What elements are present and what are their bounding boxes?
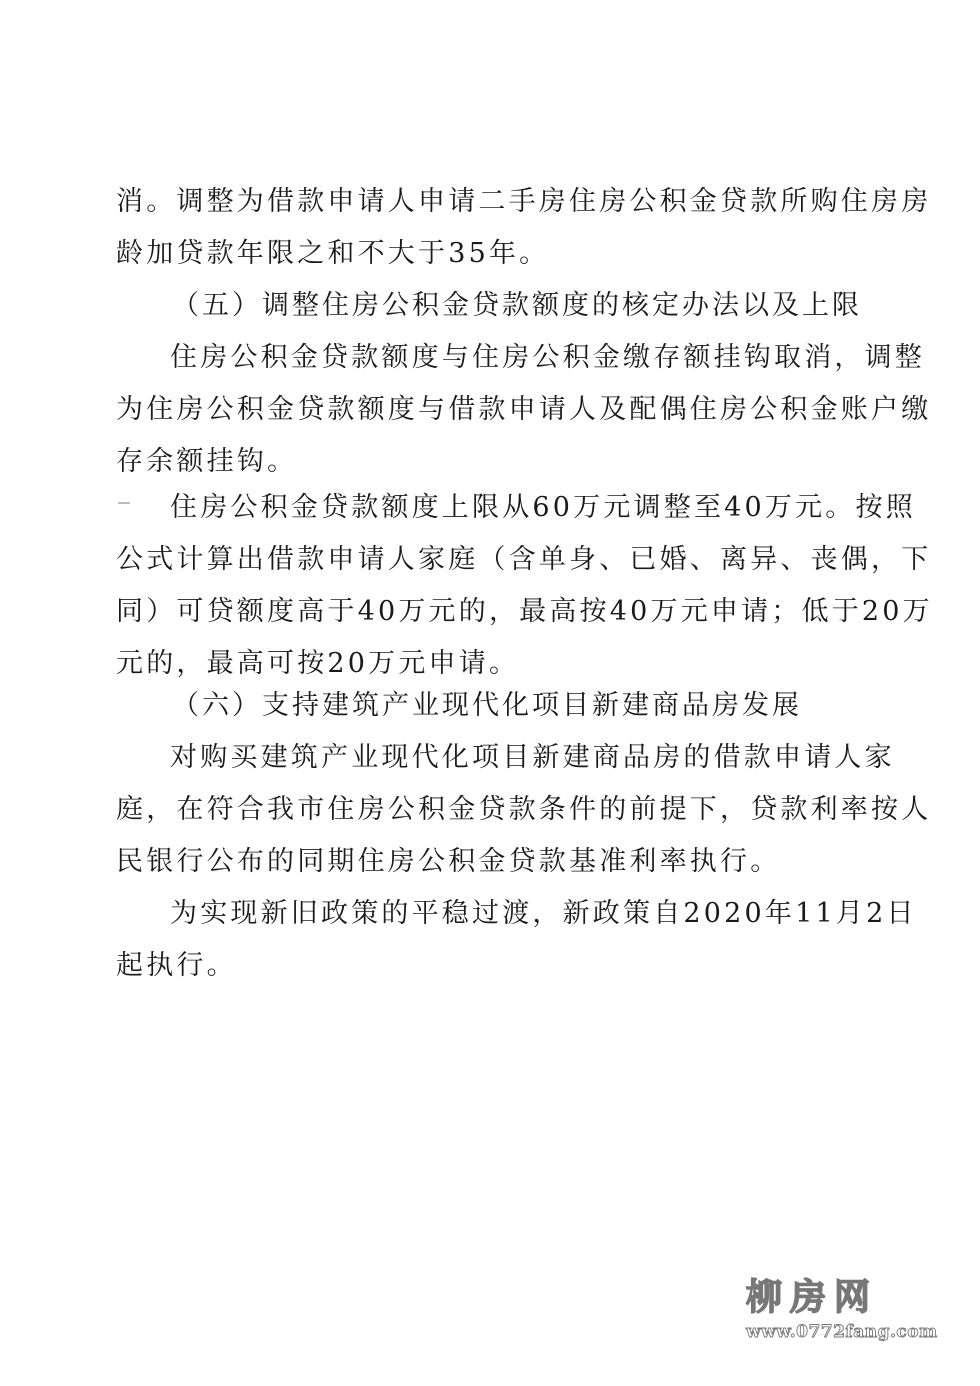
text-line: 为实现新旧政策的平稳过渡，新政策自2020年11月2日 — [170, 898, 917, 929]
section-heading-6: （六）支持建筑产业现代化项目新建商品房发展 — [172, 690, 802, 721]
scan-speck — [118, 502, 130, 504]
text-line: 元的，最高可按20万元申请。 — [116, 648, 520, 679]
site-watermark — [746, 1278, 936, 1350]
text-line: 住房公积金贷款额度上限从60万元调整至40万元。按照 — [170, 492, 916, 523]
text-line: 存余额挂钩。 — [116, 446, 298, 477]
text-line: 起执行。 — [116, 950, 237, 981]
text-line: 住房公积金贷款额度与住房公积金缴存额挂钩取消，调整 — [170, 342, 925, 373]
text-line: 同）可贷额度高于40万元的，最高按40万元申请；低于20万 — [116, 596, 933, 627]
text-line: 对购买建筑产业现代化项目新建商品房的借款申请人家 — [170, 742, 895, 773]
text-line: 公式计算出借款申请人家庭（含单身、已婚、离异、丧偶，下 — [116, 544, 932, 575]
text-line: 为住房公积金贷款额度与借款申请人及配偶住房公积金账户缴 — [116, 394, 932, 425]
watermark-url: www.0772fang.com — [746, 1322, 938, 1342]
text-line: 民银行公布的同期住房公积金贷款基准利率执行。 — [116, 846, 781, 877]
watermark-logo-text: 柳房网 — [746, 1277, 879, 1318]
text-line: 消。调整为借款申请人申请二手房住房公积金贷款所购住房房 — [116, 186, 932, 217]
text-line: 庭，在符合我市住房公积金贷款条件的前提下，贷款利率按人 — [116, 794, 932, 825]
section-heading-5: （五）调整住房公积金贷款额度的核定办法以及上限 — [172, 290, 862, 321]
text-line: 龄加贷款年限之和不大于35年。 — [116, 238, 550, 269]
